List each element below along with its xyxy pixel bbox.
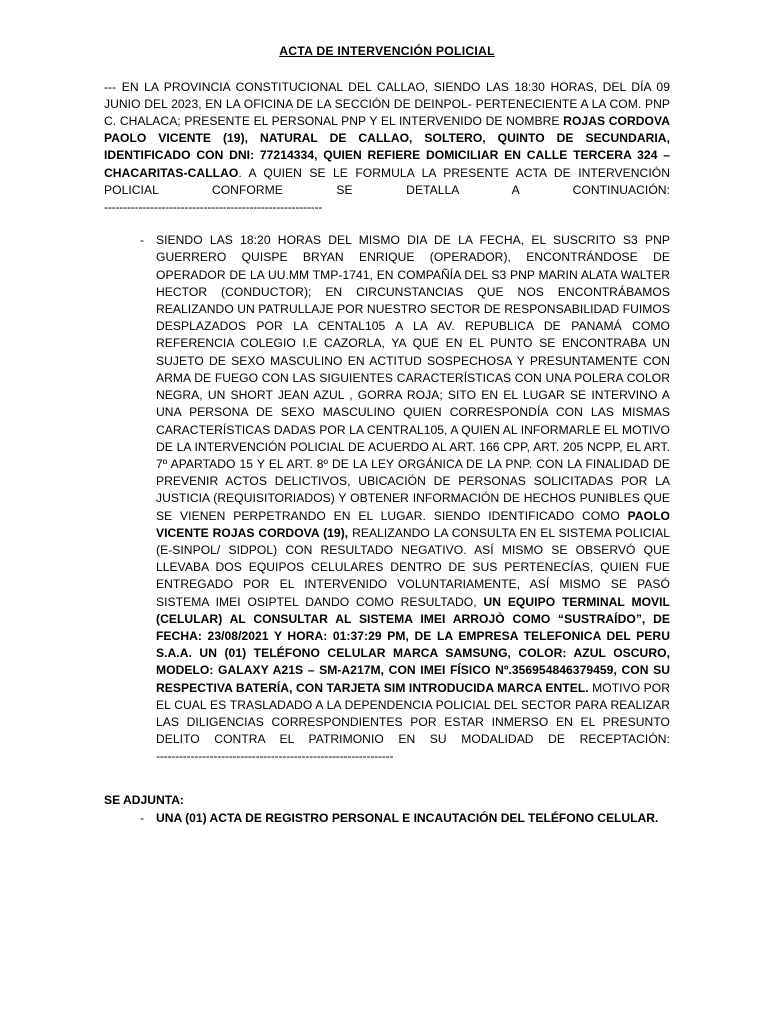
page-title: ACTA DE INTERVENCIÓN POLICIAL — [279, 44, 495, 58]
intervenido-name: ROJAS CORDOVA PAOLO VICENTE (19), NATURAL DE CALLAO, SOLTERO, QUINTO DE SECUNDARIA, IDENTIFICADO CON DNI: 77214334, QUIEN REFIERE DOMICILIAR EN CALLE TERCERA 324 – CHACARITAS-CALLAO — [104, 114, 670, 180]
intro-lead-dashes: --- — [104, 79, 122, 94]
attachments-heading: SE ADJUNTA: — [104, 792, 184, 807]
narrative-closing-dashes: -------------------------------------------------------------- — [156, 749, 394, 764]
device-details: UN EQUIPO TERMINAL MOVIL (CELULAR) AL CONSULTAR AL SISTEMA IMEI ARROJÒ COMO “SUSTRAÍDO”, DE FECHA: 23/08/2021 Y HORA: 01:37:29 PM, DE LA EMPRESA TELEFONICA DEL PERU S.A.A. UN (01) TELÉFONO CELULAR MARCA SAMSUNG, COLOR: AZUL OSCURO, MODELO: GALAXY A21S – SM-A217M, CON IMEI FÍSICO Nº.356954846379459, CON SU RESPECTIVA BATERÍA, CON TARJETA SIM INTRODUCIDA MARCA ENTEL. — [156, 594, 670, 695]
intro-separator-dashes: --------------------------------------------------------- — [104, 200, 323, 215]
narrative-bullet-item — [104, 232, 670, 748]
narrative-segment-1: SIENDO LAS 18:20 HORAS DEL MISMO DIA DE LA FECHA, EL SUSCRITO S3 PNP GUERRERO QUISPE BRYAN ENRIQUE (OPERADOR), ENCONTRÁNDOSE DE OPERADOR DE LA UU.MM TMP-1741, EN COMPAÑÍA DEL S3 PNP MARIN ALATA WALTER HECTOR (CONDUCTOR); EN CIRCUNSTANCIAS QUE NOS ENCONTRÁBAMOS REALIZANDO UN PATRULLAJE POR NUESTRO SECTOR DE RESPONSABILIDAD FUIMOS DESPLAZADOS POR LA CENTAL105 A LA AV. REPUBLICA DE PANAMÁ COMO REFERENCIA COLEGIO I.E CAZORLA, YA QUE EN EL PUNTO SE ENCONTRABA UN SUJETO DE SEXO MASCULINO EN ACTITUD SOSPECHOSA Y PRESUNTAMENTE CON ARMA DE FUEGO CON LAS SIGUIENTES CARACTERÍSTICAS CON UNA POLERA COLOR NEGRA, UN SHORT JEAN AZUL , GORRA ROJA; SITO EN EL LUGAR SE INTERVINO A UNA PERSONA DE SEXO MASCULINO QUIEN CORRESPONDÍA CON LAS MISMAS CARACTERÍSTICAS DADAS POR LA CENTRAL105, A QUIEN AL INFORMARLE EL MOTIVO DE LA INTERVENCIÓN POLICIAL DE ACUERDO AL ART. 166 CPP, ART. 205 NCPP, EL ART. 7º APARTADO 15 Y EL ART. 8º DE LA LEY ORGÁNICA DE LA PNP. CON LA FINALIDAD DE PREVENIR ACTOS DELICTIVOS, UBICACIÓN DE PERSONAS SOLICITADAS POR LA JUSTICIA (REQUISITORIADOS) Y OBTENER INFORMACIÓN DE HECHOS PUNIBLES QUE SE VIENEN PERPETRANDO EN EL LUGAR. SIENDO IDENTIFICADO COMO — [156, 233, 670, 523]
intro-text-after-name: . A QUIEN SE LE FORMULA LA PRESENTE ACTA DE INTERVENCIÓN POLICIAL CONFORME SE DETALLA A CONTINUACIÓN: — [104, 165, 670, 197]
attachment-item — [104, 810, 670, 827]
narrative-segment-2: REALIZANDO LA CONSULTA EN EL SISTEMA POLICIAL (E-SINPOL/ SIDPOL) CON RESULTADO NEGATIVO. ASÍ MISMO SE OBSERVÓ QUE LLEVABA DOS EQUIPOS CELULARES DENTRO DE SUS PERTENECÍAS, QUIEN FUE ENTREGADO POR EL INTERVENIDO VOLUNTARIAMENTE, ASÍ MISMO SE PASÓ SISTEMA IMEI OSIPTEL DANDO COMO RESULTADO, — [156, 525, 670, 609]
identified-person-name: PAOLO VICENTE ROJAS CORDOVA (19), — [156, 508, 670, 540]
narrative-segment-3: MOTIVO POR EL CUAL ES TRASLADADO A LA DEPENDENCIA POLICIAL DEL SECTOR PARA REALIZAR LAS DILIGENCIAS CORRESPONDIENTES POR ESTAR INMERSO EN EL PRESUNTO DELITO CONTRA EL PATRIMONIO EN SU MODALIDAD DE RECEPTACIÓN: — [156, 680, 670, 747]
attachment-item-label: UNA (01) ACTA DE REGISTRO PERSONAL E INCAUTACIÓN DEL TELÉFONO CELULAR. — [156, 810, 659, 825]
intro-paragraph — [104, 79, 670, 199]
attachment-bullet-marker: - — [140, 810, 145, 825]
bullet-marker: - — [140, 233, 145, 248]
narrative-body — [156, 232, 670, 748]
intro-text-before-name: EN LA PROVINCIA CONSTITUCIONAL DEL CALLAO, SIENDO LAS 18:30 HORAS, DEL DÍA 09 JUNIO DEL 2023, EN LA OFICINA DE LA SECCIÓN DE DEINPOL- PERTENECIENTE A LA COM. PNP C. CHALACA; PRESENTE EL PERSONAL PNP Y EL INTERVENIDO DE NOMBRE — [104, 79, 670, 129]
